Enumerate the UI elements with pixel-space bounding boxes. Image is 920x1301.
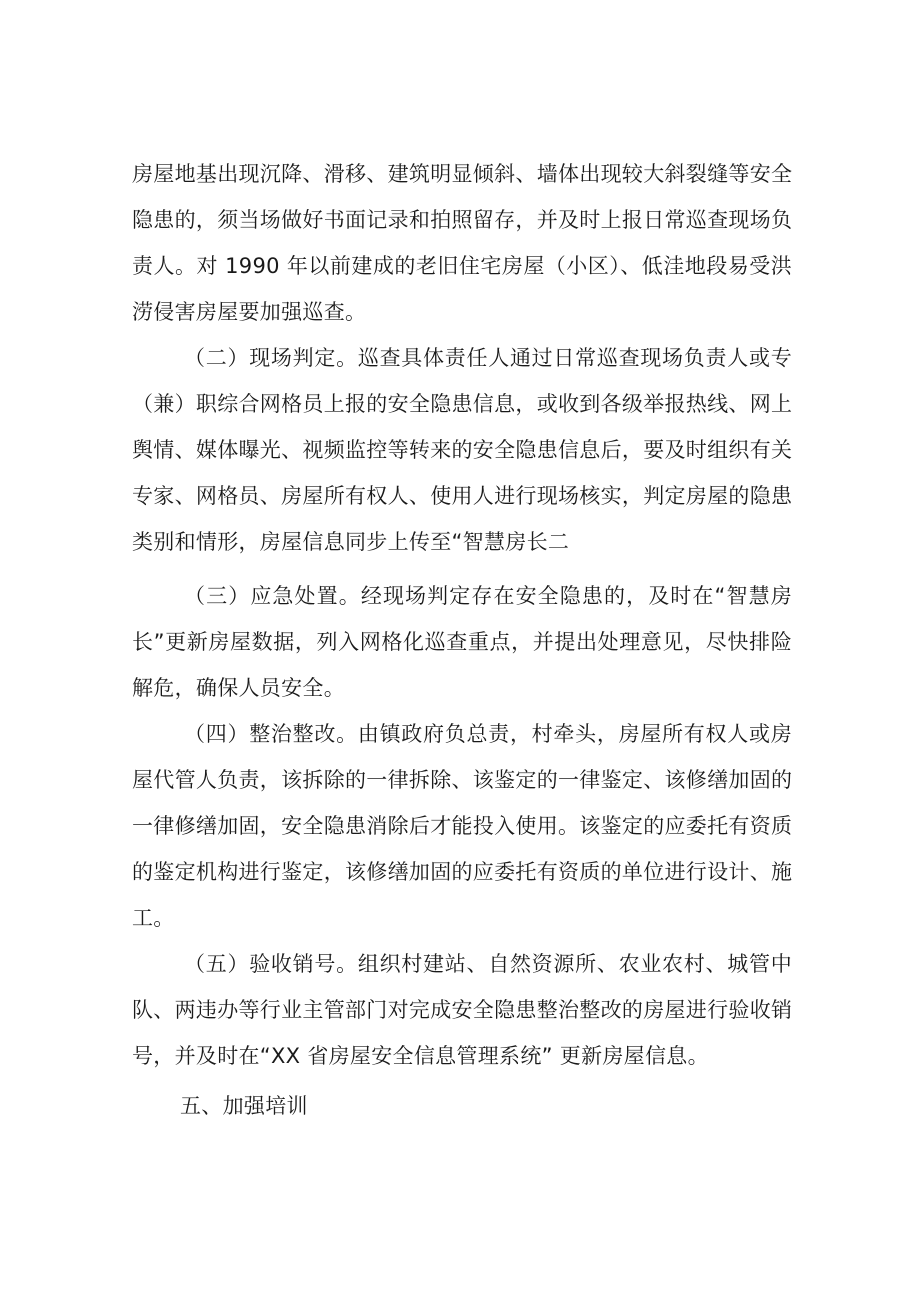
paragraph-4-line-4: 的鉴定机构进行鉴定，该修缮加固的应委托有资质的单位进行设计、施 xyxy=(132,860,793,884)
paragraph-1-line-2: 隐患的，须当场做好书面记录和拍照留存，并及时上报日常巡查现场负 xyxy=(132,208,793,232)
paragraph-2-line-3: 舆情、媒体曝光、视频监控等转来的安全隐患信息后，要及时组织有关 xyxy=(132,438,793,462)
paragraph-2-line-5: 类别和情形，房屋信息同步上传至“智慧房长二 xyxy=(132,530,570,554)
paragraph-1-line-3: 责人。对 1990 年以前建成的老旧住宅房屋（小区）、低洼地段易受洪 xyxy=(132,254,792,278)
paragraph-4-line-1: （四）整治整改。由镇政府负总责，村牵头，房屋所有权人或房 xyxy=(184,722,792,746)
paragraph-1-line-1: 房屋地基出现沉降、滑移、建筑明显倾斜、墙体出现较大斜裂缝等安全 xyxy=(132,162,793,186)
paragraph-4-line-3: 一律修缮加固，安全隐患消除后才能投入使用。该鉴定的应委托有资质 xyxy=(132,814,793,838)
paragraph-4-line-5: 工。 xyxy=(132,906,175,930)
paragraph-2-line-2: （兼）职综合网格员上报的安全隐患信息，或收到各级举报热线、网上 xyxy=(132,392,793,416)
paragraph-2-line-1: （二）现场判定。巡查具体责任人通过日常巡查现场负责人或专 xyxy=(184,346,792,370)
paragraph-5-line-2: 队、两违办等行业主管部门对完成安全隐患整治整改的房屋进行验收销 xyxy=(132,998,793,1022)
paragraph-1-line-4: 涝侵害房屋要加强巡查。 xyxy=(132,300,367,324)
section-heading: 五、加强培训 xyxy=(180,1094,308,1118)
paragraph-3-line-2: 长”更新房屋数据，列入网格化巡查重点，并提出处理意见，尽快排险 xyxy=(132,630,792,654)
paragraph-3-line-3: 解危，确保人员安全。 xyxy=(132,676,345,700)
paragraph-3-line-1: （三）应急处置。经现场判定存在安全隐患的，及时在“智慧房 xyxy=(184,584,792,608)
paragraph-5-line-3: 号，并及时在“XX 省房屋安全信息管理系统” 更新房屋信息。 xyxy=(132,1044,709,1068)
paragraph-4-line-2: 屋代管人负责，该拆除的一律拆除、该鉴定的一律鉴定、该修缮加固的 xyxy=(132,768,793,792)
paragraph-2-line-4: 专家、网格员、房屋所有权人、使用人进行现场核实，判定房屋的隐患 xyxy=(132,484,793,508)
paragraph-5-line-1: （五）验收销号。组织村建站、自然资源所、农业农村、城管中 xyxy=(184,952,792,976)
